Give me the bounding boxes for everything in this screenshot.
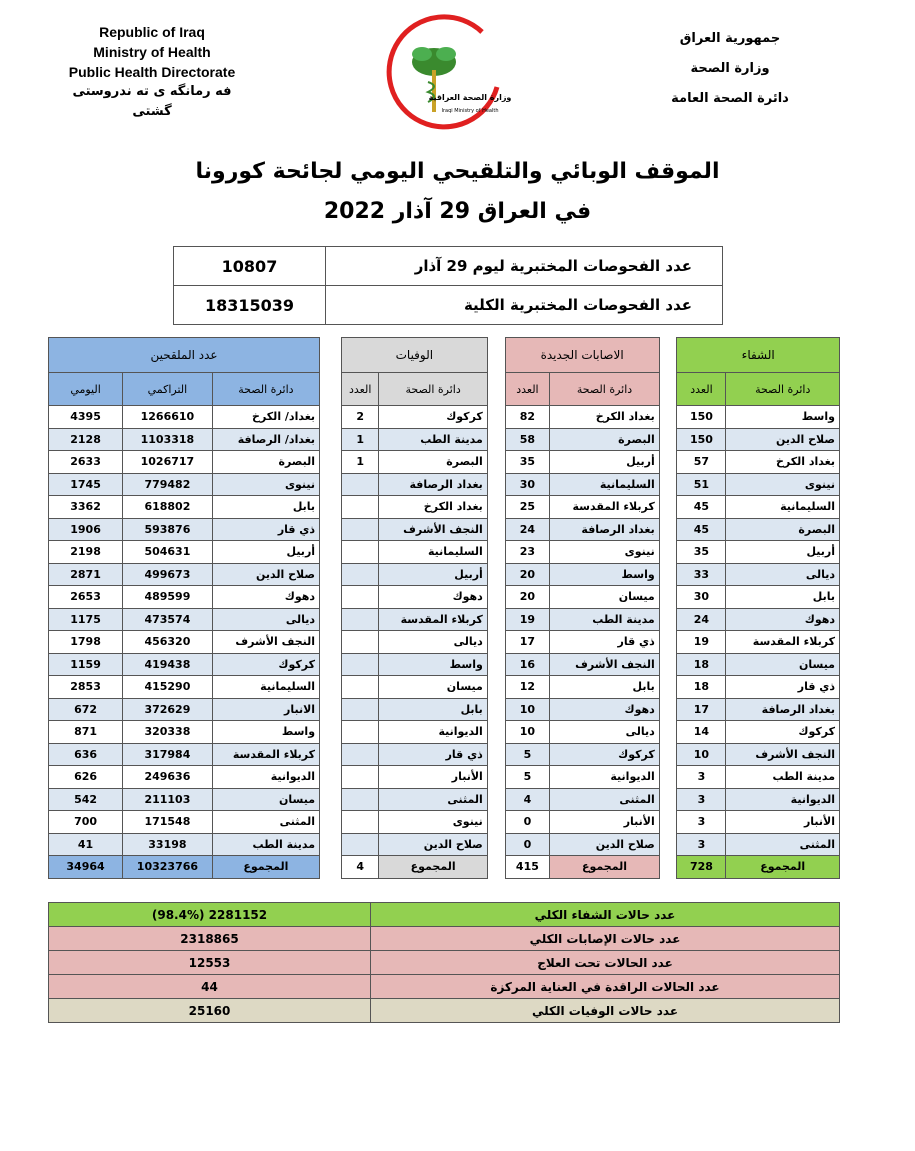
recovered-directorate: كربلاء المقدسة	[726, 631, 840, 654]
vaccinated-directorate: البصرة	[212, 451, 319, 474]
recovered-directorate: النجف الأشرف	[726, 743, 840, 766]
col-deaths-directorate: دائرة الصحة	[379, 373, 487, 406]
cases-count: 0	[505, 833, 550, 856]
cases-count: 30	[505, 473, 550, 496]
ministry-logo	[372, 12, 512, 132]
deaths-count	[341, 811, 379, 834]
cases-count: 24	[505, 518, 550, 541]
vaccinated-daily: 2128	[49, 428, 123, 451]
vaccinated-cumulative: 415290	[123, 676, 213, 699]
recovered-directorate: كركوك	[726, 721, 840, 744]
vaccinated-cumulative: 33198	[123, 833, 213, 856]
cases-directorate: ديالى	[550, 721, 659, 744]
recovered-count: 3	[677, 833, 726, 856]
deaths-directorate: بابل	[379, 698, 487, 721]
vaccinated-total-label: المجموع	[212, 856, 319, 879]
deaths-count	[341, 788, 379, 811]
recovered-section-header: الشفاء	[677, 338, 840, 373]
cases-directorate: واسط	[550, 563, 659, 586]
vaccinated-daily: 1175	[49, 608, 123, 631]
vaccinated-daily: 2633	[49, 451, 123, 474]
under-treatment-value: 12553	[49, 951, 371, 975]
vaccinated-directorate: بغداد/ الكرخ	[212, 406, 319, 429]
deaths-section-header: الوفيات	[341, 338, 487, 373]
vaccinated-directorate: ميسان	[212, 788, 319, 811]
recovered-directorate: بغداد الكرخ	[726, 451, 840, 474]
recovered-count: 57	[677, 451, 726, 474]
total-cases-value: 2318865	[49, 927, 371, 951]
vaccinated-directorate: السليمانية	[212, 676, 319, 699]
vaccinated-daily: 2871	[49, 563, 123, 586]
vaccinated-cumulative: 1266610	[123, 406, 213, 429]
vaccinated-total-daily: 34964	[49, 856, 123, 879]
table-row	[49, 406, 840, 429]
recovered-count: 3	[677, 788, 726, 811]
deaths-directorate: كربلاء المقدسة	[379, 608, 487, 631]
icu-patients-label: عدد الحالات الراقدة في العناية المركزة	[371, 975, 840, 999]
deaths-directorate: كركوك	[379, 406, 487, 429]
recovered-count: 19	[677, 631, 726, 654]
table-row	[49, 473, 840, 496]
table-row	[49, 428, 840, 451]
deaths-directorate: السليمانية	[379, 541, 487, 564]
total-tests-row	[174, 286, 723, 325]
cases-count: 35	[505, 451, 550, 474]
cases-count: 10	[505, 698, 550, 721]
vaccinated-directorate: نينوى	[212, 473, 319, 496]
deaths-count	[341, 496, 379, 519]
cases-count: 17	[505, 631, 550, 654]
deaths-count	[341, 743, 379, 766]
cases-count: 25	[505, 496, 550, 519]
cases-count: 5	[505, 743, 550, 766]
daily-tests-label: عدد الفحوصات المختبرية ليوم 29 آذار	[326, 247, 723, 286]
recovered-directorate: نينوى	[726, 473, 840, 496]
recovered-directorate: المثنى	[726, 833, 840, 856]
vaccinated-daily: 626	[49, 766, 123, 789]
table-row	[49, 451, 840, 474]
recovered-count: 51	[677, 473, 726, 496]
deaths-directorate: ذي قار	[379, 743, 487, 766]
summary-row-total-cases	[49, 927, 840, 951]
cases-count: 23	[505, 541, 550, 564]
cases-directorate: مدينة الطب	[550, 608, 659, 631]
vaccinated-cumulative: 593876	[123, 518, 213, 541]
deaths-directorate: أربيل	[379, 563, 487, 586]
recovered-directorate: بابل	[726, 586, 840, 609]
recovered-total: 728	[677, 856, 726, 879]
recovered-count: 150	[677, 406, 726, 429]
page-title	[0, 152, 915, 232]
logo-text: وزارة الصحة العراقية	[428, 93, 512, 102]
cases-directorate: صلاح الدين	[550, 833, 659, 856]
vaccinated-cumulative: 1103318	[123, 428, 213, 451]
deaths-count	[341, 541, 379, 564]
header-directorate: Public Health Directorate	[68, 64, 236, 80]
table-row	[49, 631, 840, 654]
vaccinated-total-cumulative: 10323766	[123, 856, 213, 879]
recovered-count: 30	[677, 586, 726, 609]
vaccinated-cumulative: 249636	[123, 766, 213, 789]
deaths-directorate: مدينة الطب	[379, 428, 487, 451]
cases-directorate: نينوى	[550, 541, 659, 564]
table-row	[49, 811, 840, 834]
recovered-directorate: ذي قار	[726, 676, 840, 699]
deaths-directorate: ميسان	[379, 676, 487, 699]
vaccinated-directorate: كربلاء المقدسة	[212, 743, 319, 766]
vaccinated-cumulative: 473574	[123, 608, 213, 631]
deaths-directorate: واسط	[379, 653, 487, 676]
totals-row	[49, 856, 840, 879]
cases-count: 20	[505, 563, 550, 586]
total-recovered-value: 2281152 (98.4%)	[49, 903, 371, 927]
recovered-count: 24	[677, 608, 726, 631]
vaccinated-directorate: أربيل	[212, 541, 319, 564]
icu-patients-value: 44	[49, 975, 371, 999]
table-row	[49, 541, 840, 564]
table-row	[49, 653, 840, 676]
logo-subtext: Iraqi Ministry of Health	[441, 108, 499, 114]
daily-status-table	[48, 337, 840, 879]
recovered-count: 17	[677, 698, 726, 721]
cases-directorate: ذي قار	[550, 631, 659, 654]
section-header-row	[49, 338, 840, 373]
table-row	[49, 518, 840, 541]
vaccinated-cumulative: 171548	[123, 811, 213, 834]
cases-count: 0	[505, 811, 550, 834]
cases-directorate: ميسان	[550, 586, 659, 609]
table-row	[49, 586, 840, 609]
deaths-total: 4	[341, 856, 379, 879]
deaths-directorate: البصرة	[379, 451, 487, 474]
cases-count: 10	[505, 721, 550, 744]
header-ministry-ar: وزارة الصحة	[690, 61, 770, 76]
deaths-directorate: المثنى	[379, 788, 487, 811]
table-row	[49, 788, 840, 811]
recovered-directorate: بغداد الرصافة	[726, 698, 840, 721]
recovered-count: 3	[677, 766, 726, 789]
vaccinated-cumulative: 618802	[123, 496, 213, 519]
recovered-directorate: ميسان	[726, 653, 840, 676]
title-line-2: في العراق 29 آذار 2022	[323, 199, 592, 224]
header-directorate-ar: دائرة الصحة العامة	[671, 91, 789, 106]
recovered-directorate: مدينة الطب	[726, 766, 840, 789]
title-line-1: الموقف الوبائي والتلقيحي اليومي لجائحة كورونا	[195, 159, 720, 184]
total-recovered-label: عدد حالات الشفاء الكلي	[371, 903, 840, 927]
recovered-count: 150	[677, 428, 726, 451]
vaccinated-cumulative: 779482	[123, 473, 213, 496]
recovered-directorate: الديوانية	[726, 788, 840, 811]
cases-count: 5	[505, 766, 550, 789]
deaths-directorate: نينوى	[379, 811, 487, 834]
deaths-count: 2	[341, 406, 379, 429]
recovered-count: 10	[677, 743, 726, 766]
summary-row-total-deaths	[49, 999, 840, 1023]
cases-directorate: كربلاء المقدسة	[550, 496, 659, 519]
cases-count: 12	[505, 676, 550, 699]
recovered-count: 18	[677, 676, 726, 699]
recovered-directorate: الأنبار	[726, 811, 840, 834]
cases-count: 58	[505, 428, 550, 451]
deaths-count: 1	[341, 428, 379, 451]
total-deaths-label: عدد حالات الوفيات الكلي	[371, 999, 840, 1023]
vaccinated-cumulative: 1026717	[123, 451, 213, 474]
vaccinated-section-header: عدد الملقحين	[49, 338, 320, 373]
recovered-count: 45	[677, 518, 726, 541]
summary-row-total-recovered	[49, 903, 840, 927]
deaths-directorate: ديالى	[379, 631, 487, 654]
summary-row-under-treatment	[49, 951, 840, 975]
deaths-count	[341, 608, 379, 631]
col-recovered-directorate: دائرة الصحة	[726, 373, 840, 406]
table-row	[49, 721, 840, 744]
column-header-row	[49, 373, 840, 406]
cases-directorate: دهوك	[550, 698, 659, 721]
recovered-directorate: دهوك	[726, 608, 840, 631]
col-deaths-count: العدد	[341, 373, 379, 406]
vaccinated-daily: 542	[49, 788, 123, 811]
recovered-directorate: السليمانية	[726, 496, 840, 519]
cases-directorate: كركوك	[550, 743, 659, 766]
table-row	[49, 743, 840, 766]
deaths-directorate: الديوانية	[379, 721, 487, 744]
table-row	[49, 496, 840, 519]
vaccinated-cumulative: 499673	[123, 563, 213, 586]
vaccinated-daily: 41	[49, 833, 123, 856]
vaccinated-daily: 636	[49, 743, 123, 766]
vaccinated-daily: 871	[49, 721, 123, 744]
deaths-count	[341, 563, 379, 586]
cases-count: 82	[505, 406, 550, 429]
recovered-count: 33	[677, 563, 726, 586]
cases-directorate: أربيل	[550, 451, 659, 474]
under-treatment-label: عدد الحالات تحت العلاج	[371, 951, 840, 975]
cases-section-header: الاصابات الجديدة	[505, 338, 659, 373]
vaccinated-cumulative: 456320	[123, 631, 213, 654]
vaccinated-directorate: صلاح الدين	[212, 563, 319, 586]
recovered-directorate: البصرة	[726, 518, 840, 541]
cases-total: 415	[505, 856, 550, 879]
deaths-count	[341, 586, 379, 609]
vaccinated-cumulative: 211103	[123, 788, 213, 811]
vaccinated-cumulative: 320338	[123, 721, 213, 744]
deaths-directorate: الأنبار	[379, 766, 487, 789]
vaccinated-daily: 2853	[49, 676, 123, 699]
recovered-count: 45	[677, 496, 726, 519]
daily-status-body	[49, 406, 840, 856]
vaccinated-directorate: واسط	[212, 721, 319, 744]
vaccinated-directorate: بغداد/ الرصافة	[212, 428, 319, 451]
col-cases-count: العدد	[505, 373, 550, 406]
vaccinated-directorate: كركوك	[212, 653, 319, 676]
deaths-total-label: المجموع	[379, 856, 487, 879]
deaths-count	[341, 473, 379, 496]
col-vaccinated-daily: اليومي	[49, 373, 123, 406]
vaccinated-daily: 1906	[49, 518, 123, 541]
col-cases-directorate: دائرة الصحة	[550, 373, 659, 406]
deaths-count	[341, 698, 379, 721]
header-ministry: Ministry of Health	[93, 44, 211, 60]
deaths-count	[341, 653, 379, 676]
header-country: Republic of Iraq	[99, 24, 205, 40]
cases-directorate: الديوانية	[550, 766, 659, 789]
summary-table	[48, 902, 840, 1023]
header-country-ar: جمهورية العراق	[679, 31, 781, 46]
vaccinated-directorate: الانبار	[212, 698, 319, 721]
vaccinated-daily: 4395	[49, 406, 123, 429]
total-tests-value: 18315039	[174, 286, 326, 325]
deaths-count	[341, 631, 379, 654]
cases-count: 16	[505, 653, 550, 676]
total-tests-label: عدد الفحوصات المختبرية الكلية	[326, 286, 723, 325]
daily-tests-row	[174, 247, 723, 286]
deaths-count	[341, 721, 379, 744]
table-row	[49, 676, 840, 699]
col-vaccinated-directorate: دائرة الصحة	[212, 373, 319, 406]
cases-directorate: المثنى	[550, 788, 659, 811]
lab-tests-table	[173, 246, 723, 325]
recovered-count: 35	[677, 541, 726, 564]
total-deaths-value: 25160	[49, 999, 371, 1023]
deaths-directorate: دهوك	[379, 586, 487, 609]
vaccinated-directorate: ذي قار	[212, 518, 319, 541]
vaccinated-directorate: ديالى	[212, 608, 319, 631]
vaccinated-cumulative: 489599	[123, 586, 213, 609]
deaths-count	[341, 766, 379, 789]
deaths-directorate: بغداد الرصافة	[379, 473, 487, 496]
vaccinated-directorate: بابل	[212, 496, 319, 519]
recovered-count: 14	[677, 721, 726, 744]
table-row	[49, 563, 840, 586]
vaccinated-daily: 672	[49, 698, 123, 721]
cases-count: 20	[505, 586, 550, 609]
cases-directorate: البصرة	[550, 428, 659, 451]
cases-directorate: بغداد الكرخ	[550, 406, 659, 429]
deaths-count: 1	[341, 451, 379, 474]
vaccinated-daily: 3362	[49, 496, 123, 519]
table-row	[49, 766, 840, 789]
recovered-directorate: أربيل	[726, 541, 840, 564]
table-row	[49, 608, 840, 631]
recovered-count: 18	[677, 653, 726, 676]
recovered-directorate: واسط	[726, 406, 840, 429]
recovered-directorate: صلاح الدين	[726, 428, 840, 451]
vaccinated-daily: 2198	[49, 541, 123, 564]
vaccinated-directorate: مدينة الطب	[212, 833, 319, 856]
vaccinated-directorate: دهوك	[212, 586, 319, 609]
cases-directorate: النجف الأشرف	[550, 653, 659, 676]
recovered-total-label: المجموع	[726, 856, 840, 879]
table-row	[49, 833, 840, 856]
vaccinated-daily: 1745	[49, 473, 123, 496]
total-cases-label: عدد حالات الإصابات الكلي	[371, 927, 840, 951]
vaccinated-daily: 2653	[49, 586, 123, 609]
cases-directorate: بابل	[550, 676, 659, 699]
daily-tests-value: 10807	[174, 247, 326, 286]
vaccinated-daily: 1159	[49, 653, 123, 676]
vaccinated-directorate: الديوانية	[212, 766, 319, 789]
recovered-directorate: ديالى	[726, 563, 840, 586]
summary-row-icu-patients	[49, 975, 840, 999]
cases-directorate: الأنبار	[550, 811, 659, 834]
col-vaccinated-cumulative: التراكمي	[123, 373, 213, 406]
deaths-directorate: صلاح الدين	[379, 833, 487, 856]
vaccinated-daily: 1798	[49, 631, 123, 654]
deaths-directorate: بغداد الكرخ	[379, 496, 487, 519]
recovered-count: 3	[677, 811, 726, 834]
deaths-directorate: النجف الأشرف	[379, 518, 487, 541]
vaccinated-cumulative: 504631	[123, 541, 213, 564]
vaccinated-daily: 700	[49, 811, 123, 834]
cases-count: 19	[505, 608, 550, 631]
deaths-count	[341, 518, 379, 541]
vaccinated-directorate: المثنى	[212, 811, 319, 834]
deaths-count	[341, 676, 379, 699]
table-row	[49, 698, 840, 721]
cases-directorate: السليمانية	[550, 473, 659, 496]
header-kurdish: فه رمانگه ى ته ندروستى گشتى	[72, 84, 232, 119]
cases-total-label: المجموع	[550, 856, 659, 879]
summary-body	[49, 903, 840, 1023]
vaccinated-cumulative: 317984	[123, 743, 213, 766]
cases-directorate: بغداد الرصافة	[550, 518, 659, 541]
header-english-block	[52, 22, 252, 122]
cases-count: 4	[505, 788, 550, 811]
header-arabic-block	[655, 24, 805, 114]
vaccinated-directorate: النجف الأشرف	[212, 631, 319, 654]
vaccinated-cumulative: 419438	[123, 653, 213, 676]
deaths-count	[341, 833, 379, 856]
col-recovered-count: العدد	[677, 373, 726, 406]
vaccinated-cumulative: 372629	[123, 698, 213, 721]
